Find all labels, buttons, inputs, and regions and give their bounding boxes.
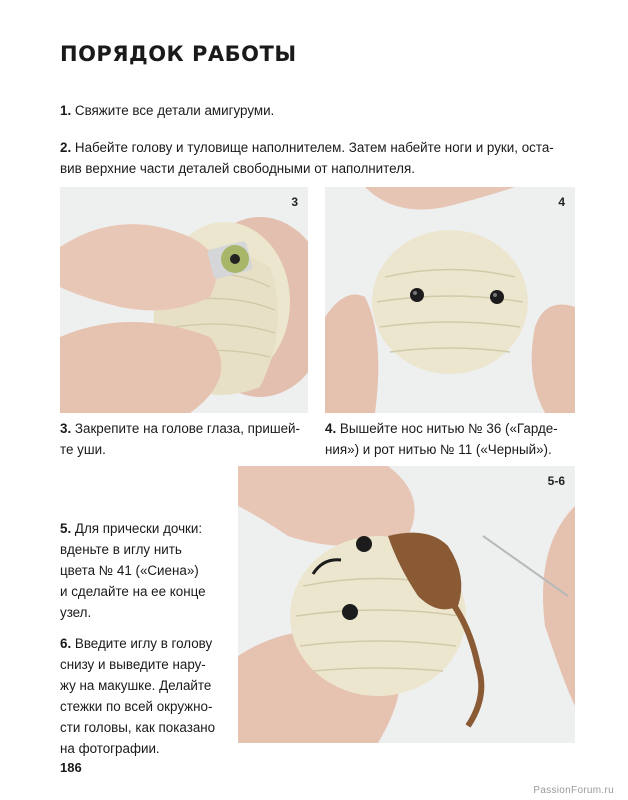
page-number: 186	[60, 760, 82, 775]
photo-3-label: 3	[291, 195, 298, 209]
step-6-line-4: стежки по всей окружно-	[60, 699, 213, 714]
step-3-line-1: Закрепите на голове глаза, пришей-	[74, 421, 300, 436]
photo-4	[325, 187, 575, 413]
step-6-line-5: сти головы, как показано	[60, 720, 216, 735]
photo-5-6-illustration	[238, 466, 575, 743]
step-6	[60, 633, 235, 759]
photo-4-illustration	[325, 187, 575, 413]
step-2-line-2: вив верхние части деталей свободными от наполнителя.	[60, 161, 415, 176]
step-6-line-6: на фотографии.	[60, 741, 160, 756]
step-2	[60, 137, 554, 179]
step-5-line-1: Для прически дочки:	[74, 521, 203, 536]
photo-4-label: 4	[558, 195, 565, 209]
step-1	[60, 100, 274, 121]
step-6-line-3: жу на макушке. Делайте	[60, 678, 212, 693]
step-1-number: 1.	[60, 103, 72, 118]
step-2-line-1: Набейте голову и туловище наполнителем. Затем набейте ноги и руки, оста-	[74, 140, 554, 155]
step-4-number: 4.	[325, 421, 337, 436]
step-5-number: 5.	[60, 521, 72, 536]
step-2-number: 2.	[60, 140, 72, 155]
page-title: ПОРЯДОК РАБОТЫ	[60, 42, 297, 66]
step-5-line-2: вденьте в иглу нить	[60, 542, 182, 557]
step-3	[60, 418, 320, 460]
photo-3	[60, 187, 308, 413]
step-3-number: 3.	[60, 421, 72, 436]
step-4-line-1: Вышейте нос нитью № 36 («Гарде-	[339, 421, 558, 436]
photo-3-illustration	[60, 187, 308, 413]
step-5-line-5: узел.	[60, 605, 92, 620]
step-6-number: 6.	[60, 636, 72, 651]
step-5-line-3: цвета № 41 («Сиена»)	[60, 563, 199, 578]
step-4-line-2: ния») и рот нитью № 11 («Черный»).	[325, 442, 552, 457]
step-6-line-2: снизу и выведите нару-	[60, 657, 206, 672]
watermark: PassionForum.ru	[533, 785, 614, 796]
step-5	[60, 518, 235, 623]
photo-5-6	[238, 466, 575, 743]
step-4	[325, 418, 585, 460]
step-5-line-4: и сделайте на ее конце	[60, 584, 206, 599]
photo-5-6-label: 5-6	[547, 474, 565, 488]
step-6-line-1: Введите иглу в голову	[74, 636, 213, 651]
step-1-text: Свяжите все детали амигуруми.	[74, 103, 275, 118]
step-3-line-2: те уши.	[60, 442, 106, 457]
